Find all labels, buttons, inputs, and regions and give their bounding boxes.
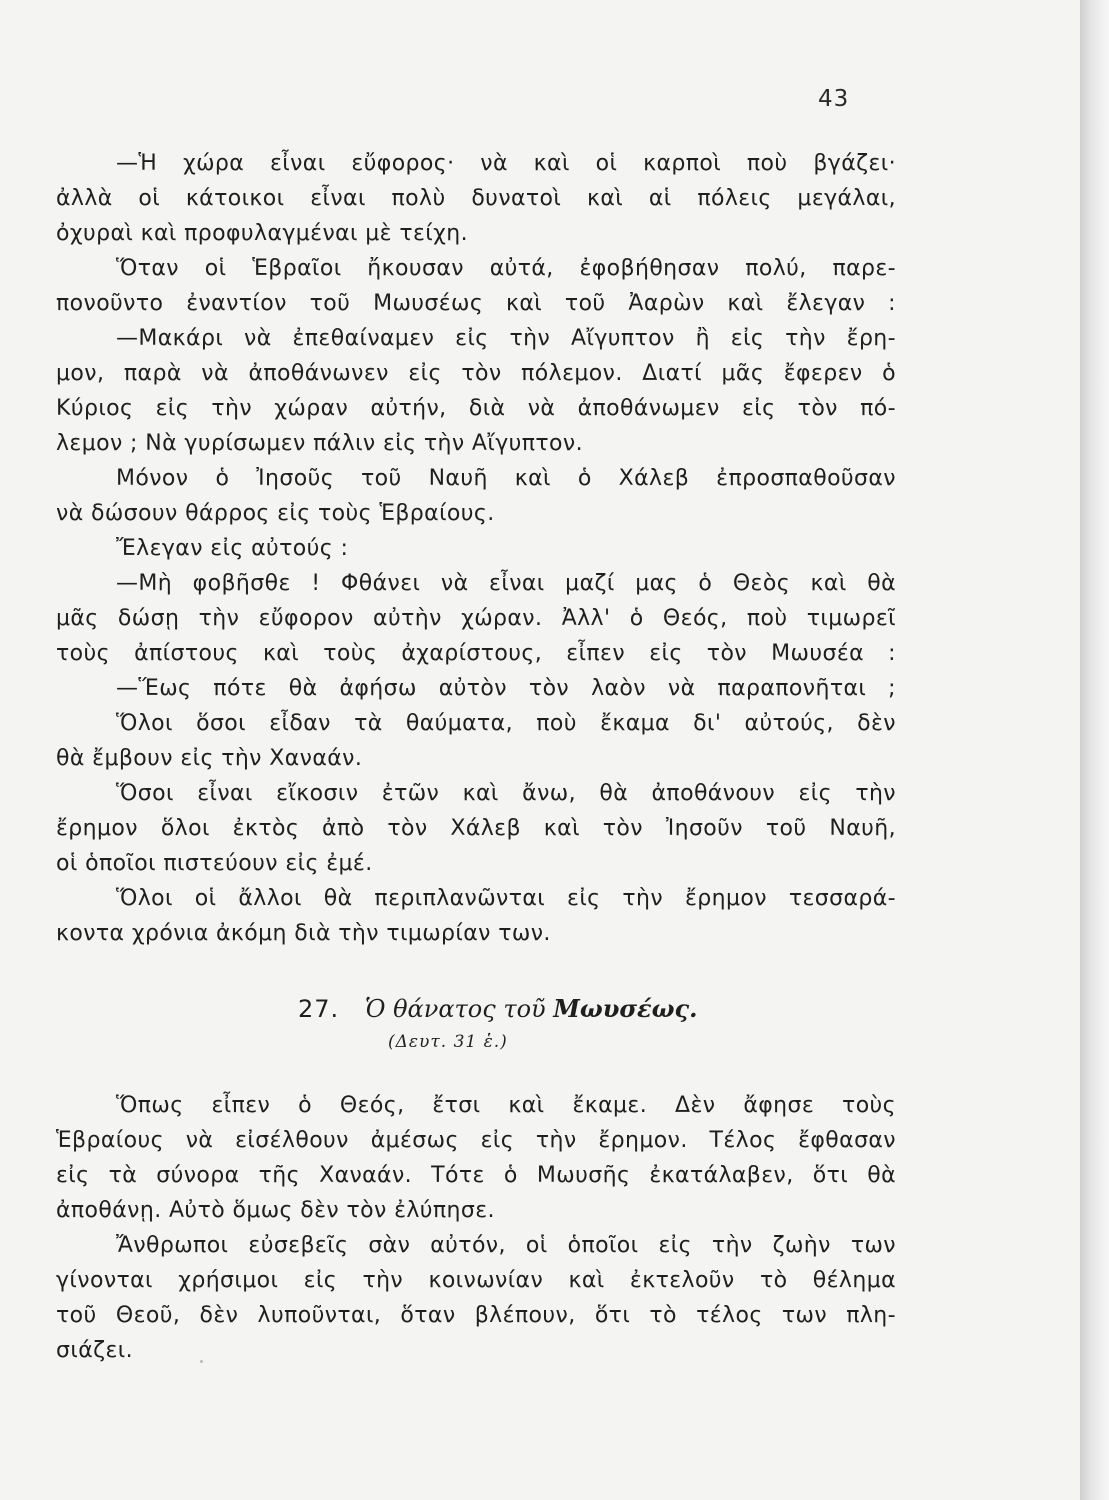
text-line: σιάζει. — [56, 1338, 133, 1363]
chapter-title — [298, 994, 697, 1023]
text-line: εἰς τὰ σύνορα τῆς Χαναάν. Τότε ὁ Μωυσῆς ἐκατάλαβεν, ὅτι θὰ — [56, 1163, 896, 1188]
text-line: μᾶς δώσῃ τὴν εὔφορον αὐτὴν χώραν. Ἀλλ' ὁ Θεός, ποὺ τιμωρεῖ — [56, 606, 896, 631]
text-line: Ἔλεγαν εἰς αὐτούς : — [116, 536, 349, 561]
scripture-reference: (Δευτ. 31 ἑ.) — [388, 1032, 508, 1052]
text-line: ἔρημον ὅλοι ἐκτὸς ἀπὸ τὸν Χάλεβ καὶ τὸν Ἰησοῦν τοῦ Ναυῆ, — [56, 816, 896, 841]
text-line: γίνονται χρήσιμοι εἰς τὴν κοινωνίαν καὶ ἐκτελοῦν τὸ θέλημα — [56, 1268, 896, 1293]
text-line: Ὅσοι εἶναι εἴκοσιν ἐτῶν καὶ ἄνω, θὰ ἀποθάνουν εἰς τὴν — [116, 781, 896, 806]
text-line: τοῦ Θεοῦ, δὲν λυποῦνται, ὅταν βλέπουν, ὅτι τὸ τέλος των πλη- — [56, 1303, 896, 1328]
text-line: —Ἡ χώρα εἶναι εὔφορος· νὰ καὶ οἱ καρποὶ ποὺ βγάζει· — [116, 151, 896, 176]
text-line: Κύριος εἰς τὴν χώραν αὐτήν, διὰ νὰ ἀποθάνωμεν εἰς τὸν πό- — [56, 396, 896, 421]
chapter-title-prefix: Ὁ θάνατος τοῦ — [364, 995, 546, 1023]
chapter-number: 27. — [298, 995, 340, 1023]
text-line: θὰ ἔμβουν εἰς τὴν Χαναάν. — [56, 746, 363, 771]
text-line: Ὅπως εἶπεν ὁ Θεός, ἔτσι καὶ ἔκαμε. Δὲν ἄφησε τοὺς — [116, 1093, 896, 1118]
text-line: ὀχυραὶ καὶ προφυλαγμέναι μὲ τείχη. — [56, 221, 468, 246]
text-line: οἱ ὁποῖοι πιστεύουν εἰς ἐμέ. — [56, 851, 373, 876]
text-line: Ὅταν οἱ Ἑβραῖοι ἤκουσαν αὐτά, ἐφοβήθησαν πολύ, παρε- — [116, 256, 896, 281]
text-line: Ἄνθρωποι εὐσεβεῖς σὰν αὐτόν, οἱ ὁποῖοι εἰς τὴν ζωὴν των — [116, 1233, 896, 1258]
chapter-title-name: Μωυσέως. — [553, 994, 698, 1023]
text-line: Ὅλοι ὅσοι εἶδαν τὰ θαύματα, ποὺ ἔκαμα δι' αὐτούς, δὲν — [116, 711, 896, 736]
paper-speck — [200, 1360, 203, 1363]
page-edge — [1080, 0, 1109, 1500]
text-line: νὰ δώσουν θάρρος εἰς τοὺς Ἑβραίους. — [56, 501, 495, 526]
text-line: λεμον ; Νὰ γυρίσωμεν πάλιν εἰς τὴν Αἴγυπτον. — [56, 431, 583, 456]
text-line: πονοῦντο ἐναντίον τοῦ Μωυσέως καὶ τοῦ Ἀαρὼν καὶ ἔλεγαν : — [56, 291, 896, 316]
page-number: 43 — [818, 86, 850, 112]
section-1-text — [56, 146, 896, 951]
chapter-title-text — [365, 995, 698, 1023]
text-line: Ἑβραίους νὰ εἰσέλθουν ἀμέσως εἰς τὴν ἔρημον. Τέλος ἔφθασαν — [56, 1128, 896, 1153]
text-line: κοντα χρόνια ἀκόμη διὰ τὴν τιμωρίαν των. — [56, 921, 551, 946]
text-line: Ὅλοι οἱ ἄλλοι θὰ περιπλανῶνται εἰς τὴν ἔρημον τεσσαρά- — [116, 886, 896, 911]
text-line: ἀποθάνῃ. Αὐτὸ ὅμως δὲν τὸν ἐλύπησε. — [56, 1198, 495, 1223]
text-line: —Μὴ φοβῆσθε ! Φθάνει νὰ εἶναι μαζί μας ὁ Θεὸς καὶ θὰ — [116, 571, 896, 596]
text-line: —Μακάρι νὰ ἐπεθαίναμεν εἰς τὴν Αἴγυπτον ἢ εἰς τὴν ἔρη- — [116, 326, 896, 351]
text-line: μον, παρὰ νὰ ἀποθάνωνεν εἰς τὸν πόλεμον. Διατί μᾶς ἔφερεν ὁ — [56, 361, 896, 386]
text-line: τοὺς ἀπίστους καὶ τοὺς ἀχαρίστους, εἶπεν εἰς τὸν Μωυσέα : — [56, 641, 896, 666]
text-line: ἀλλὰ οἱ κάτοικοι εἶναι πολὺ δυνατοὶ καὶ αἱ πόλεις μεγάλαι, — [56, 186, 896, 211]
text-line: —Ἕως πότε θὰ ἀφήσω αὐτὸν τὸν λαὸν νὰ παραπονῆται ; — [116, 676, 896, 701]
section-2-text — [56, 1088, 896, 1368]
text-line: Μόνον ὁ Ἰησοῦς τοῦ Ναυῆ καὶ ὁ Χάλεβ ἐπροσπαθοῦσαν — [116, 466, 896, 491]
